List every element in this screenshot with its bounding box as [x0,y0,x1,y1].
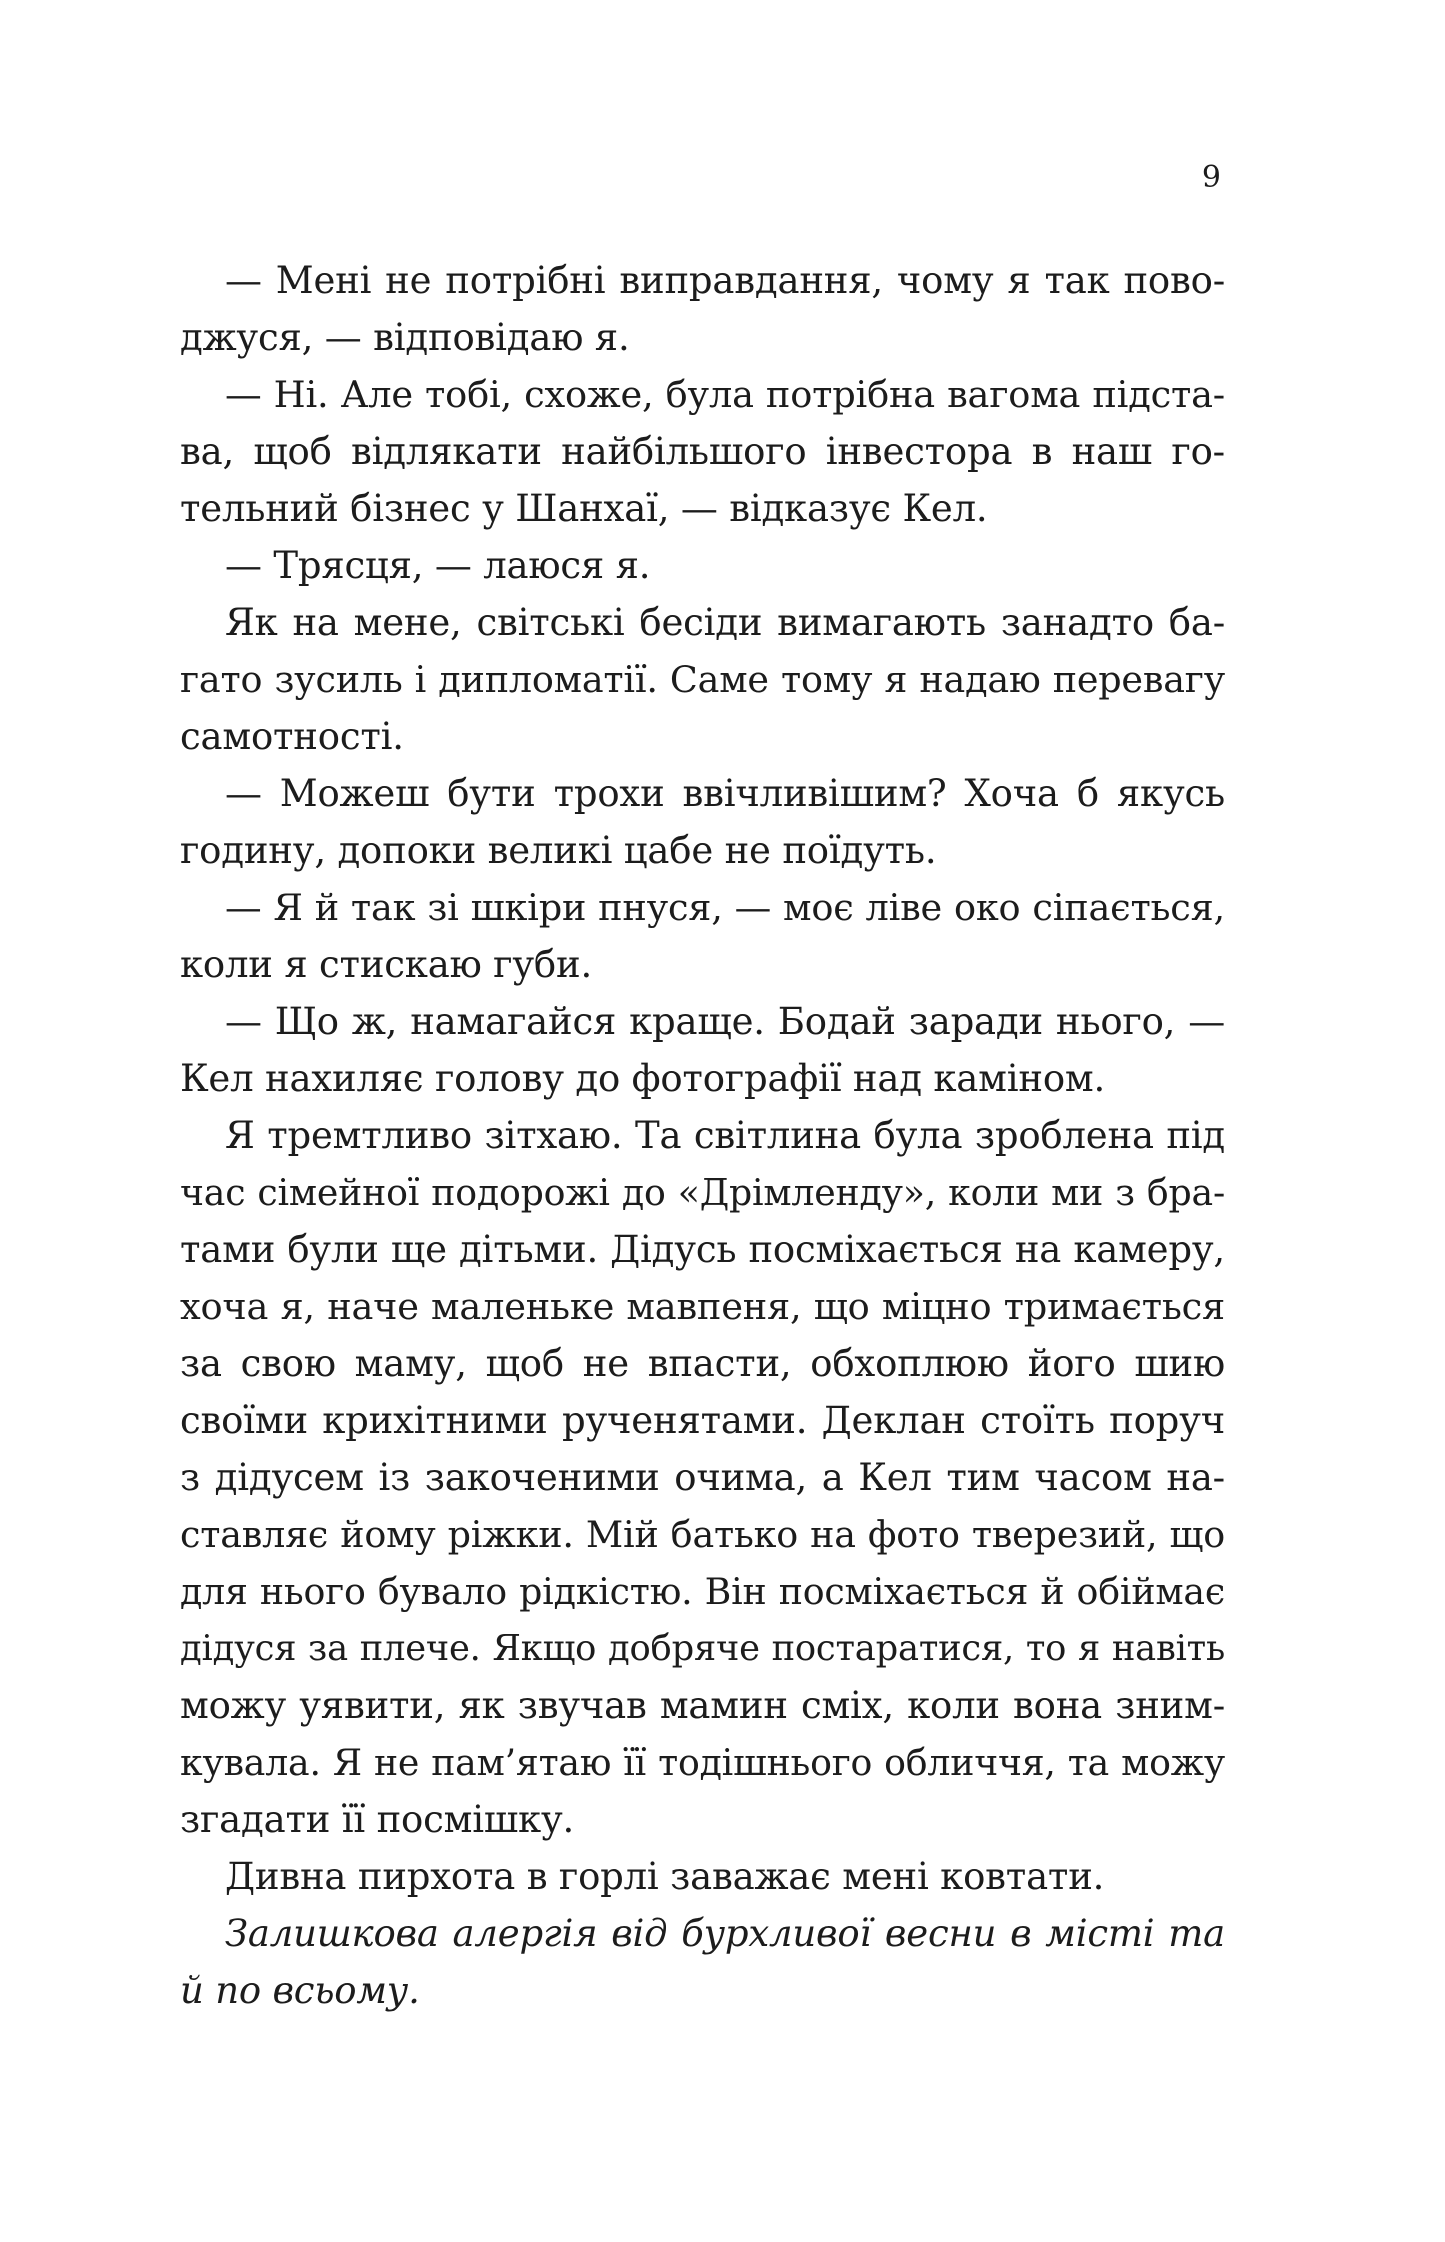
text-line: — Трясця, — лаюся я. [225,544,651,587]
text-line: — Мені не потрібні виправдання, чому я так пово- [225,259,1225,302]
text-line: Я тремтливо зітхаю. Та світлина була зроблена під [225,1114,1225,1157]
body-text [180,252,1225,2019]
page-number: 9 [1201,160,1221,195]
text-line: — Ні. Але тобі, схоже, була потрібна вагома підста- [225,373,1225,416]
text-line: Кел нахиляє голову до фотографії над каміном. [180,1057,1106,1100]
text-line: — Можеш бути трохи ввічливішим? Хоча б якусь [225,772,1225,815]
text-line: тами були ще дітьми. Дідусь посміхається на камеру, [180,1228,1225,1271]
text-line: з дідусем із закоченими очима, а Кел тим часом на- [180,1456,1225,1499]
text-line: й по всьому. [180,1969,420,2012]
text-line: годину, допоки великі цабе не поїдуть. [180,829,937,872]
text-line: — Я й так зі шкіри пнуся, — моє ліве око сіпається, [225,886,1225,929]
text-line: джуся, — відповідаю я. [180,316,630,359]
text-line: Дивна пирхота в горлі заважає мені ковтати. [225,1855,1105,1898]
text-line: для нього бувало рідкістю. Він посміхається й обіймає [180,1570,1225,1613]
text-line: згадати її посмішку. [180,1798,575,1841]
text-line: тельний бізнес у Шанхаї, — відказує Кел. [180,487,988,530]
text-line: ва, щоб відлякати найбільшого інвестора в наш го- [180,430,1225,473]
text-line: час сімейної подорожі до «Дрімленду», коли ми з бра- [180,1171,1225,1214]
text-line: Як на мене, світські бесіди вимагають занадто ба- [225,601,1225,644]
text-line: ставляє йому ріжки. Мій батько на фото тверезий, що [180,1513,1225,1556]
text-line: — Що ж, намагайся краще. Бодай заради нього, — [225,1000,1225,1043]
text-line: дідуся за плече. Якщо добряче постаратися, то я навіть [180,1628,1225,1669]
text-line: коли я стискаю губи. [180,943,593,986]
text-line: Залишкова алергія від бурхливої весни в місті та [225,1912,1225,1955]
text-line: своїми крихітними рученятами. Деклан стоїть поруч [180,1399,1225,1442]
text-line: гато зусиль і дипломатії. Саме тому я надаю перевагу [180,658,1225,701]
text-line: кувала. Я не пам’ятаю її тодішнього обличчя, та можу [180,1741,1225,1784]
text-line: хоча я, наче маленьке мавпеня, що міцно тримається [180,1285,1225,1328]
text-line: самотності. [180,715,404,758]
text-line: за свою маму, щоб не впасти, обхоплюю його шию [180,1342,1225,1385]
text-line: можу уявити, як звучав мамин сміх, коли вона зним- [180,1684,1225,1727]
